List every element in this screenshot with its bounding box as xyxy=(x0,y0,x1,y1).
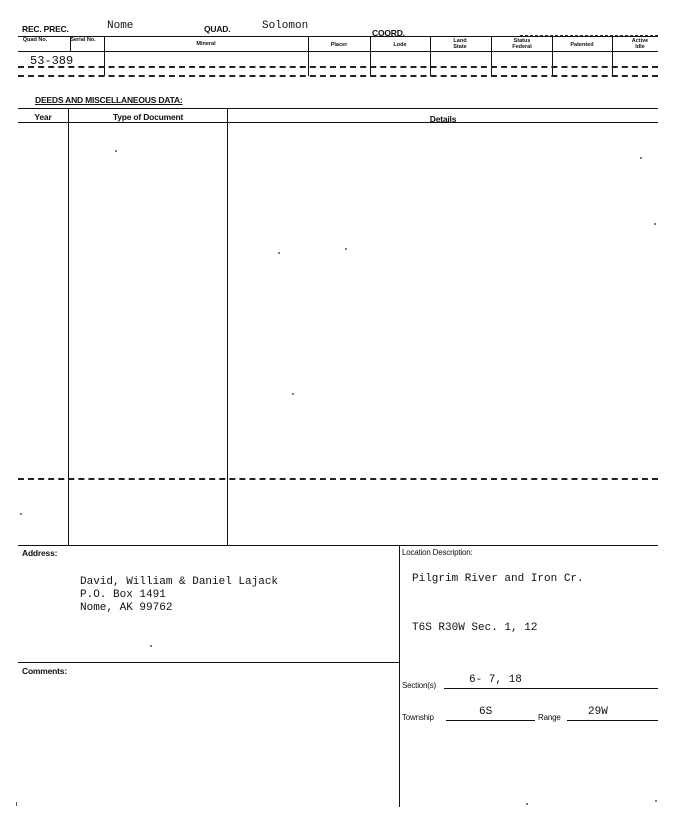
col-land-state: Land State xyxy=(453,38,467,50)
col-active-idle: Active Idle xyxy=(631,38,649,50)
rec-prec-value: Nome xyxy=(107,20,134,32)
address-line-2: P.O. Box 1491 xyxy=(80,589,166,601)
quad-serial-value: 53-389 xyxy=(30,54,74,68)
location-legal: T6S R30W Sec. 1, 12 xyxy=(412,622,538,634)
header-dash-ext xyxy=(520,35,658,36)
deeds-divider xyxy=(18,478,658,480)
range-value: 29W xyxy=(588,706,608,718)
address-comments-divider xyxy=(18,662,399,663)
rec-prec-label: REC. PREC. xyxy=(22,24,69,34)
col-lode: Lode xyxy=(393,42,407,48)
col-quad-no: Quad No. xyxy=(22,37,48,43)
coord-label: COORD. xyxy=(372,28,405,38)
header-line xyxy=(18,36,658,37)
address-line-1: David, William & Daniel Lajack xyxy=(80,576,279,588)
deeds-title: DEEDS AND MISCELLANEOUS DATA: xyxy=(35,95,183,105)
sections-label: Section(s) xyxy=(402,681,437,690)
quad-value: Solomon xyxy=(262,20,309,32)
comments-label: Comments: xyxy=(22,666,67,676)
col-status-federal: Status Federal xyxy=(512,38,532,50)
location-description: Pilgrim River and Iron Cr. xyxy=(412,573,584,585)
col-type-of-document: Type of Document xyxy=(112,112,184,122)
col-details: Details xyxy=(429,114,457,124)
address-label: Address: xyxy=(22,548,58,558)
location-label: Location Description: xyxy=(402,548,473,557)
address-line-3: Nome, AK 99762 xyxy=(80,602,173,614)
col-placer: Placer xyxy=(330,42,348,48)
range-label: Range xyxy=(538,713,561,722)
township-value: 6S xyxy=(479,706,493,718)
col-patented: Patented xyxy=(570,42,594,48)
col-mineral: Mineral xyxy=(196,41,216,47)
quad-label: QUAD. xyxy=(204,24,231,34)
bottom-divider xyxy=(399,545,400,807)
sections-value: 6- 7, 18 xyxy=(469,674,522,686)
col-serial-no: Serial No. xyxy=(70,37,96,43)
mineral-table-bottom xyxy=(18,66,658,68)
township-label: Township xyxy=(402,713,434,722)
col-year: Year xyxy=(34,112,52,122)
